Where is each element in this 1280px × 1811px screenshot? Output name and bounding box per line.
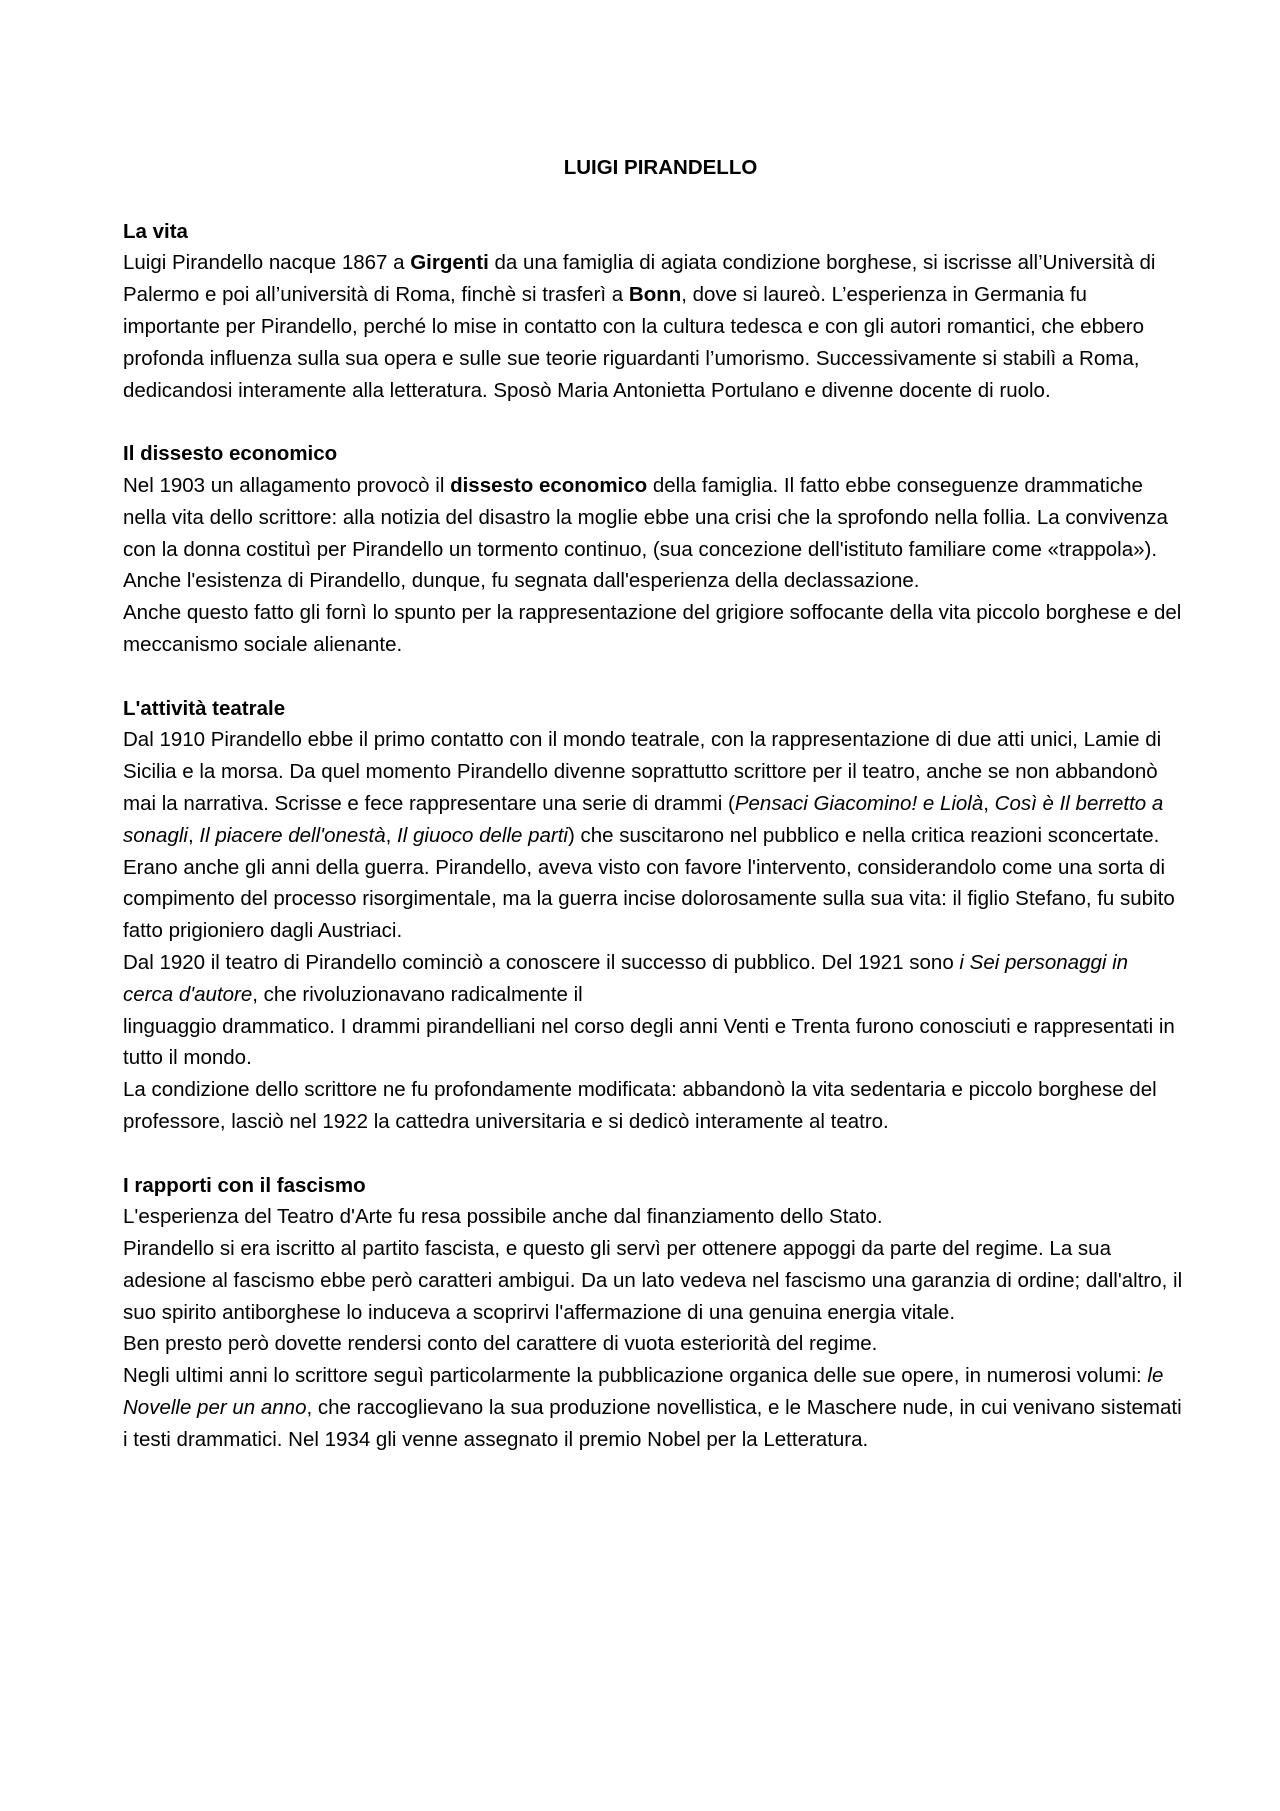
text-run: , che raccoglievano la sua produzione novellistica, e le Maschere nude, in cui venivano sistemati i testi drammatici. Nel 1934 gli venne assegnato il premio Nobel per la Letteratura. — [123, 1396, 1182, 1451]
italic-text: Pensaci Giacomino! e Liolà — [734, 791, 984, 815]
italic-text: le Novelle per un anno — [123, 1364, 1164, 1420]
text-run: Luigi Pirandello nacque 1867 a — [123, 251, 411, 275]
italic-text: Così è Il berretto a sonagli — [123, 791, 1164, 847]
text-run: Anche questo fatto gli fornì lo spunto per la rappresentazione del grigiore soffocante della vita piccolo borghese e del meccanismo sociale alienante. — [123, 601, 1182, 656]
section-heading: Il dissesto economico — [123, 442, 338, 466]
section-heading: L'attività teatrale — [123, 696, 286, 720]
text-run: Ben presto però dovette rendersi conto del carattere di vuota esteriorità del regime. — [123, 1332, 878, 1356]
text-run: Dal 1910 Pirandello ebbe il primo contatto con il mondo teatrale, con la rappresentazione di due atti unici, Lamie di Sicilia e la morsa. Da quel momento Pirandello divenne soprattutto scrittore per il teatro, anche se non abbandonò mai la narrativa. Scrisse e fece rappresentare una serie di drammi ( — [123, 728, 1162, 815]
paragraph — [123, 1233, 1183, 1328]
text-run: , — [187, 823, 200, 847]
section-la-vita — [123, 216, 1183, 407]
section-l-attivita-teatrale — [123, 693, 1183, 1138]
paragraph — [123, 852, 1183, 947]
section-il-dissesto-economico — [123, 438, 1183, 661]
bold-text: Girgenti — [410, 251, 489, 275]
paragraph — [123, 724, 1183, 851]
paragraph — [123, 597, 1183, 661]
document-title: LUIGI PIRANDELLO — [563, 156, 758, 179]
paragraph — [123, 1074, 1183, 1138]
paragraph — [123, 1201, 1183, 1233]
text-run: da una famiglia di agiata condizione borghese, si iscrisse all’Università di Palermo e poi all’università di Roma, finchè si trasferì a — [123, 251, 1156, 307]
section-i-rapporti-con-il-fascismo — [123, 1170, 1183, 1456]
text-run: Dal 1920 il teatro di Pirandello cominciò a conoscere il successo di pubblico. Del 1921 sono — [123, 950, 960, 974]
text-run: , che rivoluzionavano radicalmente il — [252, 982, 583, 1006]
paragraph — [123, 1328, 1183, 1360]
italic-text: i Sei personaggi in cerca d'autore — [123, 950, 1129, 1006]
paragraph — [123, 947, 1183, 1011]
text-run: , dove si laureò. L’esperienza in Germania fu importante per Pirandello, perché lo mise in contatto con la cultura tedesca e con gli autori romantici, che ebbero profonda influenza sulla sua opera e sulle sue teorie riguardanti l’umorismo. Successivamente si stabilì a Roma, dedicandosi interamente alla letteratura. Sposò Maria Antonietta Portulano e divenne docente di ruolo. — [123, 283, 1145, 402]
text-run: Erano anche gli anni della guerra. Pirandello, aveva visto con favore l'intervento, considerandolo come una sorta di compimento del processo risorgimentale, ma la guerra incise dolorosamente sulla sua vita: il figlio Stefano, fu subito fatto prigioniero dagli Austriaci. — [123, 855, 1175, 943]
text-run: , — [385, 823, 398, 847]
sections-container — [123, 216, 1183, 1456]
paragraph — [123, 470, 1183, 565]
text-run: Pirandello si era iscritto al partito fascista, e questo gli servì per ottenere appoggi da parte del regime. La sua adesione al fascismo ebbe però caratteri ambigui. Da un lato vedeva nel fascismo una garanzia di ordine; dall'altro, il suo spirito antiborghese lo induceva a scoprirvi l'affermazione di una genuina energia vitale. — [123, 1237, 1183, 1324]
paragraph — [123, 247, 1183, 406]
text-run: linguaggio drammatico. I drammi pirandelliani nel corso degli anni Venti e Trenta furono conosciuti e rappresentati in tutto il mondo. — [123, 1014, 1175, 1070]
text-run: Anche l'esistenza di Pirandello, dunque, fu segnata dall'esperienza della declassazione. — [123, 569, 920, 593]
text-run: della famiglia. Il fatto ebbe conseguenze drammatiche nella vita dello scrittore: alla notizia del disastro la moglie ebbe una crisi che la sprofondo nella follia. La convivenza con la donna costituì per Pirandello un tormento continuo, (sua concezione dell'istituto familiare come «trappola»). — [123, 473, 1168, 561]
text-run: Negli ultimi anni lo scrittore seguì particolarmente la pubblicazione organica delle sue opere, in numerosi volumi: — [123, 1364, 1148, 1388]
paragraph — [123, 1360, 1183, 1455]
text-run: ) che suscitarono nel pubblico e nella critica reazioni sconcertate. — [567, 823, 1160, 847]
bold-text: Bonn — [628, 283, 682, 307]
section-heading: La vita — [123, 219, 188, 243]
paragraph — [123, 1011, 1183, 1075]
text-run: , — [983, 791, 995, 815]
text-run: Nel 1903 un allagamento provocò il — [123, 473, 451, 497]
document-body — [123, 152, 1183, 1456]
title-spacer — [123, 184, 1183, 216]
text-run: L'esperienza del Teatro d'Arte fu resa possibile anche dal finanziamento dello Stato. — [123, 1205, 883, 1229]
italic-text: Il giuoco delle parti — [397, 823, 568, 847]
section-heading: I rapporti con il fascismo — [123, 1173, 366, 1197]
paragraph — [123, 565, 1183, 597]
italic-text: Il piacere dell'onestà — [199, 823, 386, 847]
text-run: La condizione dello scrittore ne fu profondamente modificata: abbandonò la vita sedentaria e piccolo borghese del professore, lasciò nel 1922 la cattedra universitaria e si dedicò interamente al teatro. — [123, 1078, 1157, 1133]
bold-text: dissesto economico — [450, 473, 648, 497]
